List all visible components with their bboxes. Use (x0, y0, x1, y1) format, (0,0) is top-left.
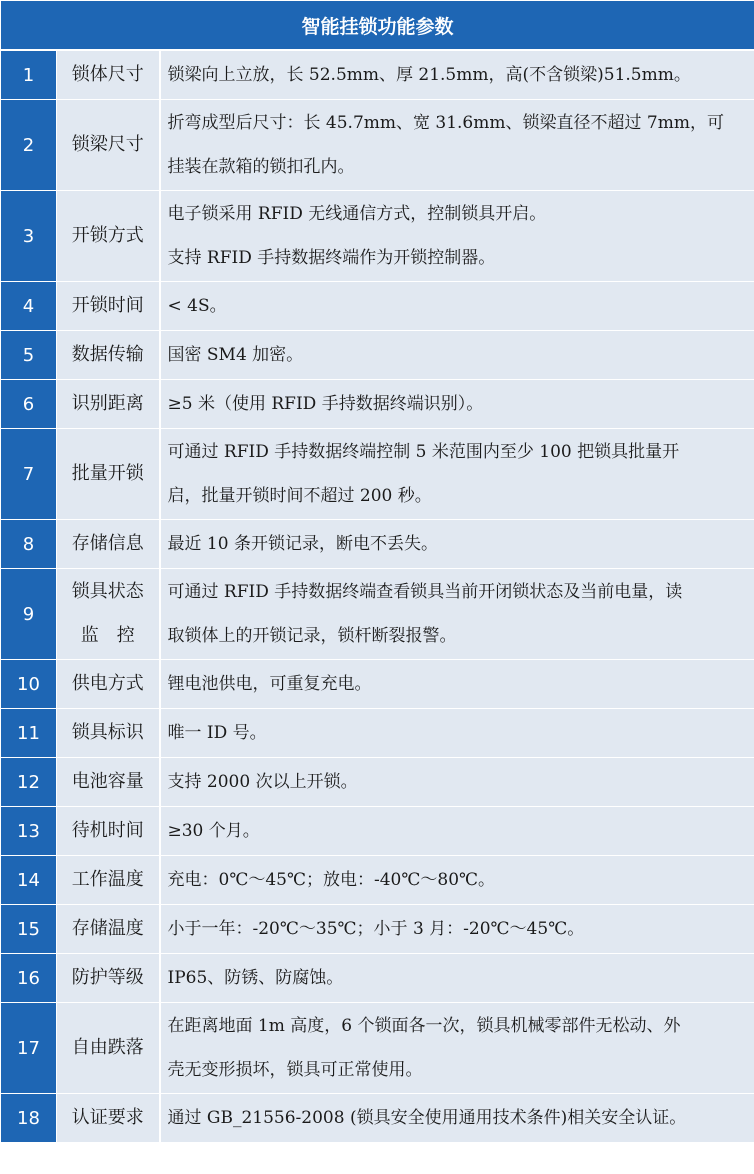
table-row (1, 807, 754, 856)
description-line: 通过 GB_21556-2008 (锁具安全使用通用技术条件)相关安全认证。 (167, 1108, 687, 1128)
parameter-description (160, 660, 754, 709)
parameter-name: 待机时间 (57, 807, 160, 856)
row-number: 12 (1, 758, 57, 807)
description-line: 支持 2000 次以上开锁。 (167, 772, 358, 792)
parameter-description (160, 856, 754, 905)
table-row (1, 905, 754, 954)
row-number: 17 (1, 1003, 57, 1094)
row-number: 15 (1, 905, 57, 954)
parameter-name: 开锁时间 (57, 282, 160, 331)
table-row (1, 429, 754, 520)
parameter-name: 存储温度 (57, 905, 160, 954)
parameter-name: 存储信息 (57, 520, 160, 569)
table-row (1, 1003, 754, 1094)
description-line: 启，批量开锁时间不超过 200 秒。 (167, 486, 432, 506)
row-number: 13 (1, 807, 57, 856)
description-line: 可通过 RFID 手持数据终端查看锁具当前开闭锁状态及当前电量，读 (167, 582, 683, 602)
parameter-name: 工作温度 (57, 856, 160, 905)
parameter-description (160, 954, 754, 1003)
parameter-description (160, 1094, 754, 1143)
table-row (1, 709, 754, 758)
description-line: 挂装在款箱的锁扣孔内。 (167, 157, 355, 177)
description-line: 可通过 RFID 手持数据终端控制 5 米范围内至少 100 把锁具批量开 (167, 442, 680, 462)
description-line: 壳无变形损坏，锁具可正常使用。 (167, 1060, 423, 1080)
parameter-name: 批量开锁 (57, 429, 160, 520)
table-row (1, 954, 754, 1003)
table-row (1, 520, 754, 569)
parameter-name (57, 569, 160, 660)
table-row (1, 331, 754, 380)
row-number: 3 (1, 191, 57, 282)
parameter-description (160, 758, 754, 807)
description-line: 取锁体上的开锁记录，锁杆断裂报警。 (167, 626, 457, 646)
table-row (1, 660, 754, 709)
parameter-name-line: 锁具状态 (71, 581, 144, 602)
table-row (1, 191, 754, 282)
parameter-name: 防护等级 (57, 954, 160, 1003)
parameter-name: 锁梁尺寸 (57, 100, 160, 191)
table-row (1, 380, 754, 429)
description-line: < 4S。 (167, 296, 227, 316)
description-line: 支持 RFID 手持数据终端作为开锁控制器。 (167, 248, 496, 268)
description-line: 电子锁采用 RFID 无线通信方式，控制锁具开启。 (167, 204, 547, 224)
description-line: 在距离地面 1m 高度，6 个锁面各一次，锁具机械零部件无松动、外 (167, 1016, 681, 1036)
parameter-description (160, 50, 754, 100)
row-number: 14 (1, 856, 57, 905)
description-line: 折弯成型后尺寸：长 45.7mm、宽 31.6mm、锁梁直径不超过 7mm，可 (167, 113, 724, 133)
table-body (1, 50, 754, 1143)
row-number: 9 (1, 569, 57, 660)
description-line: 最近 10 条开锁记录，断电不丢失。 (167, 534, 438, 554)
description-line: ≥30 个月。 (167, 821, 260, 841)
parameter-name-line: 监 控 (80, 625, 135, 646)
row-number: 7 (1, 429, 57, 520)
row-number: 18 (1, 1094, 57, 1143)
parameter-description (160, 429, 754, 520)
parameter-description (160, 331, 754, 380)
row-number: 16 (1, 954, 57, 1003)
description-line: IP65、防锈、防腐蚀。 (167, 968, 344, 988)
parameter-name: 锁体尺寸 (57, 50, 160, 100)
parameter-name: 锁具标识 (57, 709, 160, 758)
parameter-name: 电池容量 (57, 758, 160, 807)
row-number: 6 (1, 380, 57, 429)
row-number: 10 (1, 660, 57, 709)
table-row (1, 856, 754, 905)
parameter-name: 识别距离 (57, 380, 160, 429)
row-number: 11 (1, 709, 57, 758)
parameter-description (160, 807, 754, 856)
parameter-name: 开锁方式 (57, 191, 160, 282)
row-number: 8 (1, 520, 57, 569)
table-row (1, 50, 754, 100)
parameter-description (160, 282, 754, 331)
parameter-name: 认证要求 (57, 1094, 160, 1143)
table-row (1, 100, 754, 191)
parameter-description (160, 100, 754, 191)
table-row (1, 758, 754, 807)
description-line: 国密 SM4 加密。 (167, 345, 304, 365)
parameter-description (160, 380, 754, 429)
parameter-description (160, 709, 754, 758)
row-number: 2 (1, 100, 57, 191)
description-line: 唯一 ID 号。 (167, 723, 267, 743)
table-row (1, 1094, 754, 1143)
description-line: ≥5 米（使用 RFID 手持数据终端识别）。 (167, 394, 484, 414)
row-number: 5 (1, 331, 57, 380)
parameter-name: 自由跌落 (57, 1003, 160, 1094)
table-title: 智能挂锁功能参数 (1, 1, 754, 51)
description-line: 锂电池供电，可重复充电。 (167, 674, 372, 694)
parameter-name: 供电方式 (57, 660, 160, 709)
parameter-description (160, 1003, 754, 1094)
parameter-description (160, 569, 754, 660)
description-line: 充电：0℃～45℃；放电：-40℃～80℃。 (167, 870, 496, 890)
parameter-description (160, 905, 754, 954)
table-row (1, 282, 754, 331)
description-line: 小于一年：-20℃～35℃；小于 3 月：-20℃～45℃。 (167, 919, 585, 939)
description-line: 锁梁向上立放，长 52.5mm、厚 21.5mm，高(不含锁梁)51.5mm。 (167, 65, 691, 85)
parameter-name: 数据传输 (57, 331, 160, 380)
parameter-description (160, 520, 754, 569)
parameter-description (160, 191, 754, 282)
row-number: 4 (1, 282, 57, 331)
table-row (1, 569, 754, 660)
row-number: 1 (1, 50, 57, 100)
